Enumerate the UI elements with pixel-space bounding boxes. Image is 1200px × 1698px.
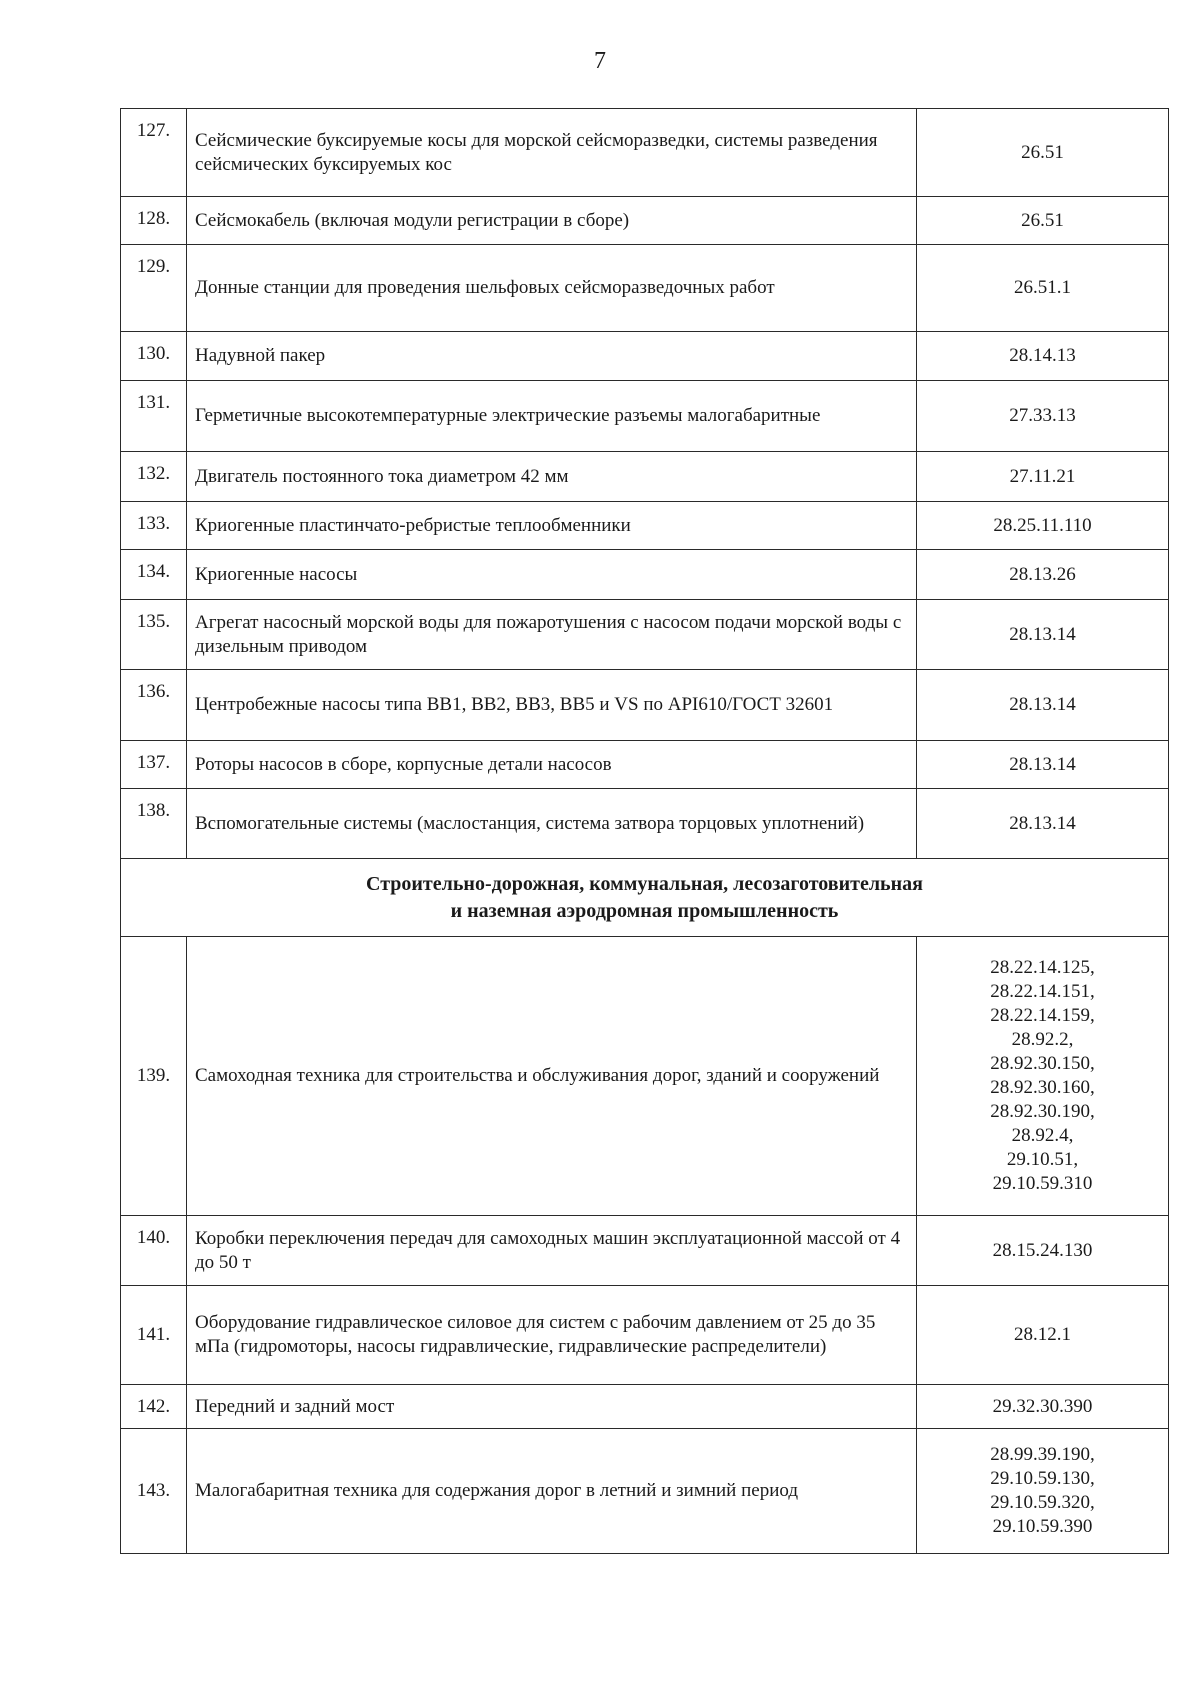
- row-number: 137.: [121, 741, 187, 789]
- table-row: [121, 600, 1169, 670]
- item-name: Оборудование гидравлическое силовое для систем с рабочим давлением от 25 до 35 мПа (гидромоторы, насосы гидравлические, гидравлические распределители): [187, 1286, 917, 1385]
- code-line: 28.13.26: [1009, 563, 1076, 585]
- code-line: 28.92.30.160,: [990, 1077, 1095, 1098]
- code-line: 28.92.30.190,: [990, 1101, 1095, 1122]
- okpd2-code: [917, 789, 1169, 859]
- okpd2-code: [917, 109, 1169, 197]
- code-line: 28.14.13: [1009, 345, 1076, 366]
- code-line: 27.11.21: [1009, 465, 1076, 487]
- item-name: Агрегат насосный морской воды для пожаротушения с насосом подачи морской воды с дизельным приводом: [187, 600, 917, 670]
- item-name: Донные станции для проведения шельфовых сейсморазведочных работ: [187, 245, 917, 332]
- okpd2-code: [917, 1286, 1169, 1385]
- code-line: 26.51.1: [1014, 277, 1071, 298]
- row-number: 142.: [121, 1385, 187, 1429]
- okpd2-code: [917, 741, 1169, 789]
- okpd2-code: [917, 600, 1169, 670]
- code-line: 29.32.30.390: [992, 1395, 1093, 1417]
- row-number: 132.: [121, 452, 187, 502]
- item-name: Надувной пакер: [187, 332, 917, 381]
- item-name: Роторы насосов в сборе, корпусные детали насосов: [187, 741, 917, 789]
- page-number: 7: [594, 48, 606, 74]
- equipment-table: [120, 108, 1169, 1554]
- table-row: [121, 109, 1169, 197]
- okpd2-code: [917, 1385, 1169, 1429]
- item-name: Сейсмокабель (включая модули регистрации в сборе): [187, 197, 917, 245]
- okpd2-code: [917, 550, 1169, 600]
- code-line: 29.10.59.320,: [990, 1492, 1095, 1513]
- table-row: [121, 670, 1169, 741]
- row-number: 139.: [121, 937, 187, 1216]
- row-number: 127.: [121, 109, 187, 197]
- okpd2-code: [917, 197, 1169, 245]
- table-row: [121, 1429, 1169, 1554]
- row-number: 141.: [121, 1286, 187, 1385]
- table-row: [121, 502, 1169, 550]
- item-name: Самоходная техника для строительства и обслуживания дорог, зданий и сооружений: [187, 937, 917, 1216]
- code-line: 26.51: [1021, 209, 1064, 231]
- okpd2-code: [917, 245, 1169, 332]
- table-body: [121, 109, 1169, 1554]
- table-row: [121, 1385, 1169, 1429]
- code-line: 29.10.51,: [1006, 1149, 1079, 1170]
- section-row: [121, 859, 1169, 937]
- code-line: 29.10.59.390: [992, 1516, 1093, 1537]
- code-line: 28.22.14.151,: [990, 981, 1095, 1002]
- row-number: 129.: [121, 245, 187, 332]
- item-name: Сейсмические буксируемые косы для морской сейсморазведки, системы разведения сейсмических буксируемых кос: [187, 109, 917, 197]
- item-name: Вспомогательные системы (маслостанция, система затвора торцовых уплотнений): [187, 789, 917, 859]
- okpd2-code: [917, 670, 1169, 741]
- item-name: Криогенные насосы: [187, 550, 917, 600]
- table-row: [121, 452, 1169, 502]
- okpd2-code: [917, 1429, 1169, 1554]
- okpd2-code: [917, 502, 1169, 550]
- row-number: 138.: [121, 789, 187, 859]
- item-name: Центробежные насосы типа BB1, BB2, BB3, BB5 и VS по API610/ГОСТ 32601: [187, 670, 917, 741]
- row-number: 130.: [121, 332, 187, 381]
- row-number: 135.: [121, 600, 187, 670]
- table-row: [121, 741, 1169, 789]
- code-line: 28.92.2,: [1011, 1029, 1074, 1050]
- code-line: 28.99.39.190,: [990, 1444, 1095, 1465]
- code-line: 29.10.59.310: [992, 1173, 1093, 1194]
- table-row: [121, 550, 1169, 600]
- table-row: [121, 789, 1169, 859]
- table-row: [121, 1216, 1169, 1286]
- code-line: 28.22.14.125,: [990, 957, 1095, 978]
- item-name: Коробки переключения передач для самоходных машин эксплуатационной массой от 4 до 50 т: [187, 1216, 917, 1286]
- item-name: Двигатель постоянного тока диаметром 42 мм: [187, 452, 917, 502]
- table-row: [121, 197, 1169, 245]
- table-row: [121, 1286, 1169, 1385]
- row-number: 131.: [121, 381, 187, 452]
- okpd2-code: [917, 332, 1169, 381]
- code-line: 28.92.4,: [1011, 1125, 1074, 1146]
- code-line: 28.22.14.159,: [990, 1005, 1095, 1026]
- code-line: 28.13.14: [1009, 812, 1076, 834]
- code-line: 28.13.14: [1009, 753, 1076, 775]
- code-line: 28.92.30.150,: [990, 1053, 1095, 1074]
- code-line: 26.51: [1021, 141, 1064, 163]
- table-row: [121, 245, 1169, 332]
- table-row: [121, 937, 1169, 1216]
- okpd2-code: [917, 937, 1169, 1216]
- item-name: Малогабаритная техника для содержания дорог в летний и зимний период: [187, 1429, 917, 1554]
- row-number: 136.: [121, 670, 187, 741]
- code-line: 28.12.1: [1014, 1324, 1071, 1345]
- table-row: [121, 332, 1169, 381]
- item-name: Герметичные высокотемпературные электрические разъемы малогабаритные: [187, 381, 917, 452]
- row-number: 128.: [121, 197, 187, 245]
- code-line: 28.13.14: [1009, 694, 1076, 715]
- row-number: 133.: [121, 502, 187, 550]
- section-heading-line-2: и наземная аэродромная промышленность: [450, 899, 839, 922]
- item-name: Криогенные пластинчато-ребристые теплообменники: [187, 502, 917, 550]
- table-row: [121, 381, 1169, 452]
- row-number: 140.: [121, 1216, 187, 1286]
- section-heading: [121, 859, 1169, 937]
- code-line: 27.33.13: [1009, 405, 1076, 426]
- code-line: 28.15.24.130: [992, 1239, 1093, 1261]
- okpd2-code: [917, 1216, 1169, 1286]
- code-line: 28.13.14: [1009, 623, 1076, 645]
- okpd2-code: [917, 381, 1169, 452]
- section-heading-line-1: Строительно-дорожная, коммунальная, лесозаготовительная: [366, 872, 923, 895]
- okpd2-code: [917, 452, 1169, 502]
- item-name: Передний и задний мост: [187, 1385, 917, 1429]
- row-number: 143.: [121, 1429, 187, 1554]
- code-line: 28.25.11.110: [993, 514, 1092, 536]
- row-number: 134.: [121, 550, 187, 600]
- code-line: 29.10.59.130,: [990, 1468, 1095, 1489]
